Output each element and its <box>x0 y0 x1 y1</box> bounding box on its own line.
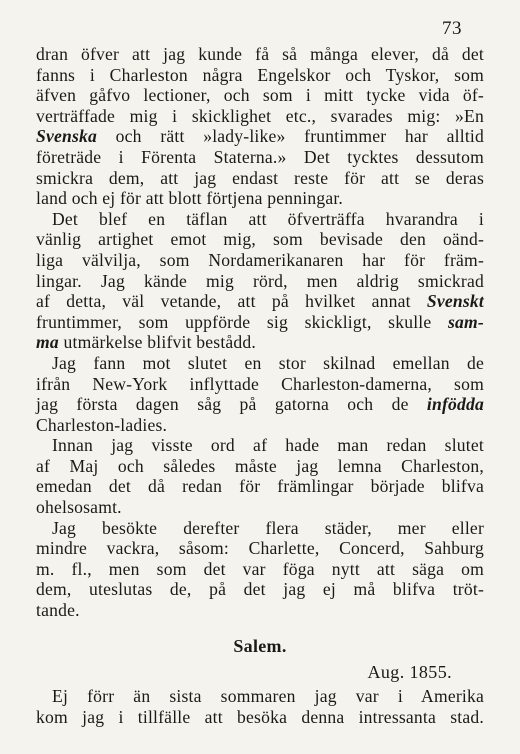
body-text <box>36 44 484 621</box>
text-line: Charleston-ladies. <box>36 414 168 435</box>
text-line: verträffade mig i skicklighet etc., svarades mig: »En <box>36 105 484 126</box>
text-line: lingar. Jag kände mig rörd, men aldrig smickrad <box>36 270 484 291</box>
text-line: Jag fann mot slutet en stor skilnad emellan de <box>52 352 484 373</box>
text-line: Ej förr än sista sommaren jag var i Amerika <box>52 686 484 706</box>
text-line: smickra dem, att jag endast reste för att se deras <box>36 167 484 188</box>
text-line: Innan jag visste ord af hade man redan slutet <box>52 435 484 456</box>
text-line: emedan det då redan för främlingar började blifva <box>36 476 484 497</box>
section-heading: Salem. <box>233 636 287 656</box>
text-line: ifrån New-York inflyttade Charleston-damerna, som <box>36 373 484 394</box>
text-line: fruntimmer, som uppförde sig skickligt, skulle sam- <box>36 311 484 332</box>
text-line: land och ej för att blott förtjena penningar. <box>36 188 344 209</box>
text-line: tande. <box>36 600 80 621</box>
text-line: Jag besökte derefter flera städer, mer eller <box>52 517 484 538</box>
text-line: m. fl., men som det var föga nytt att säga om <box>36 558 484 579</box>
text-line: dem, uteslutas de, på det jag ej må blifva tröt- <box>36 579 484 600</box>
text-line: kom jag i tillfälle att besöka denna intressanta stad. <box>36 706 484 727</box>
text-line: Svenska och rätt »lady-like» fruntimmer har alltid <box>36 126 484 147</box>
page-number: 73 <box>442 18 462 39</box>
text-line: mindre vackra, såsom: Charlette, Concerd, Sahburg <box>36 538 484 559</box>
section-text <box>36 686 484 727</box>
text-line: dran öfver att jag kunde få så många elever, då det <box>36 44 484 64</box>
text-line: af detta, väl vetande, att på hvilket annat Svenskt <box>36 291 484 312</box>
text-line: ohelsosamt. <box>36 497 122 518</box>
text-line: ma utmärkelse blifvit bestådd. <box>36 332 257 353</box>
text-line: liga välvilja, som Nordamerikanaren har för främ- <box>36 249 484 270</box>
text-line: företräde i Förenta Staterna.» Det tycktes dessutom <box>36 146 484 167</box>
text-line: Det blef en täflan att öfverträffa hvarandra i <box>52 208 484 229</box>
text-line: äfven gåfvo lectioner, och som i mitt tycke vida öf- <box>36 85 484 106</box>
text-line: af Maj och således måste jag lemna Charleston, <box>36 455 484 476</box>
text-line: fanns i Charleston några Engelskor och Tyskor, som <box>36 64 484 85</box>
section-date: Aug. 1855. <box>367 662 452 682</box>
text-line: vänlig artighet emot mig, som bevisade den oänd- <box>36 229 484 250</box>
text-line: jag första dagen såg på gatorna och de infödda <box>36 394 484 415</box>
